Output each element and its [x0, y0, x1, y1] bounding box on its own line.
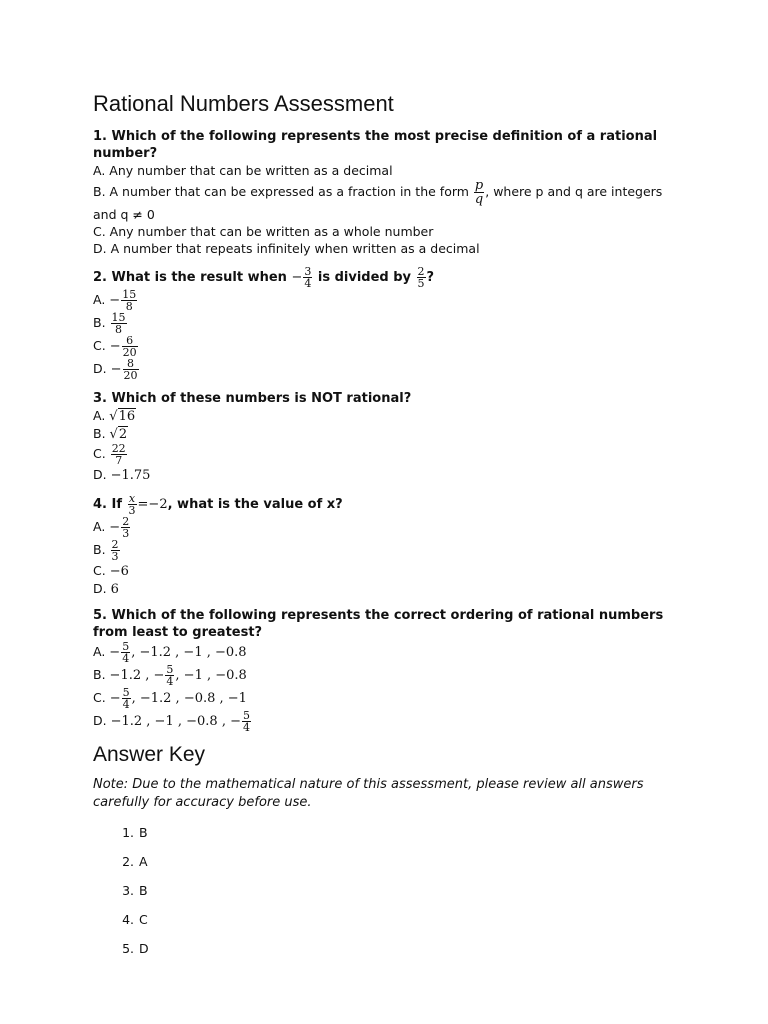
- fraction-denominator: 20: [122, 346, 137, 359]
- question-1: [93, 128, 673, 257]
- q1-fraction-p-over-q: [474, 179, 484, 206]
- fraction-denominator: 4: [242, 721, 250, 734]
- fraction-numerator: 15: [111, 311, 126, 324]
- document-page: [93, 90, 673, 969]
- fraction-denominator: 4: [122, 652, 130, 665]
- q1-option-a: A. Any number that can be written as a decimal: [93, 163, 393, 178]
- q3-d-value: −1.75: [110, 468, 151, 483]
- q5-d-fraction: [242, 710, 251, 733]
- fraction-numerator: 5: [242, 709, 250, 722]
- q2-text-mid: is divided by: [313, 270, 416, 285]
- q1-option-b: [93, 179, 673, 223]
- q5-c-rest: , −1.2 , −0.8 , −1: [131, 691, 247, 706]
- q5-c-fraction: [122, 687, 131, 710]
- option-letter: C.: [93, 338, 106, 353]
- q4-option-b: [93, 539, 673, 562]
- q5-d-pre: −1.2 , −1 , −0.8 , −: [110, 714, 241, 729]
- option-letter: D.: [93, 581, 107, 596]
- q2-option-a: [93, 289, 673, 312]
- q2-c-fraction: [122, 335, 138, 358]
- answer-list: [93, 824, 673, 957]
- question-2: [93, 266, 673, 381]
- question-3: [93, 390, 673, 484]
- q3-a-sqrt: √16: [109, 409, 136, 424]
- question-5-text: 5. Which of the following represents the correct ordering of rational numbers from least to greatest?: [93, 608, 664, 640]
- q1-option-b-post: , where p and q are integers and q ≠ 0: [93, 184, 663, 222]
- q5-b-pre: −1.2 , −: [109, 668, 165, 683]
- q5-a-rest: , −1.2 , −1 , −0.8: [131, 645, 247, 660]
- fraction-denominator: 5: [417, 277, 425, 290]
- fraction-numerator: 5: [122, 686, 130, 699]
- q4-fraction-x-over-3: [128, 493, 137, 516]
- q3-b-sqrt: √2: [109, 427, 128, 442]
- minus-sign: −: [109, 645, 121, 660]
- q2-option-d: [93, 358, 673, 381]
- fraction-denominator: 4: [166, 675, 174, 688]
- answer-item-1: 1. B: [138, 824, 673, 841]
- q2-a-fraction: [121, 289, 137, 312]
- q5-b-rest: , −1 , −0.8: [175, 668, 247, 683]
- q4-option-a: [93, 516, 673, 539]
- q4-equation-rhs: =−2: [137, 497, 168, 512]
- fraction-denominator: 3: [111, 550, 119, 563]
- option-letter: C.: [93, 690, 106, 705]
- option-letter: A.: [93, 292, 106, 307]
- q5-option-d: [93, 710, 673, 733]
- q5-b-fraction: [165, 664, 174, 687]
- option-letter: C.: [93, 446, 106, 461]
- radicand: 2: [118, 427, 128, 442]
- question-4: [93, 493, 673, 598]
- minus-sign: −: [109, 520, 121, 535]
- answer-item-5: 5. D: [138, 940, 673, 957]
- fraction-numerator: 2: [122, 515, 130, 528]
- fraction-numerator: 3: [304, 265, 312, 278]
- option-letter: A.: [93, 644, 106, 659]
- minus-sign: −: [109, 293, 121, 308]
- question-1-text: 1. Which of the following represents the most precise definition of a rational number?: [93, 129, 658, 161]
- q4-c-value: −6: [109, 564, 129, 579]
- q3-option-c: [93, 443, 673, 466]
- fraction-denominator: 4: [304, 277, 312, 290]
- minus-sign: −: [110, 362, 122, 377]
- fraction-numerator: 2: [111, 538, 119, 551]
- q1-option-d: D. A number that repeats infinitely when written as a decimal: [93, 241, 480, 256]
- q3-c-fraction: [111, 443, 127, 466]
- question-5: [93, 607, 673, 733]
- q1-option-c: C. Any number that can be written as a whole number: [93, 224, 434, 239]
- q2-d-fraction: [123, 358, 139, 381]
- minus-sign: −: [109, 691, 121, 706]
- option-letter: D.: [93, 467, 107, 482]
- q4-text-post: , what is the value of x?: [167, 497, 343, 512]
- option-letter: A.: [93, 519, 106, 534]
- q4-text-pre: 4. If: [93, 497, 127, 512]
- q4-d-value: 6: [110, 582, 119, 597]
- question-3-text: 3. Which of these numbers is NOT rational?: [93, 391, 412, 406]
- q4-option-c: [93, 562, 673, 580]
- q4-option-d: [93, 580, 673, 598]
- answer-item-4: 4. C: [138, 911, 673, 928]
- answer-item-3: 3. B: [138, 882, 673, 899]
- option-letter: B.: [93, 315, 106, 330]
- fraction-numerator: 22: [111, 442, 126, 455]
- fraction-denominator: 8: [115, 323, 123, 336]
- q2-text-post: ?: [426, 270, 435, 285]
- q1-option-b-pre: B. A number that can be expressed as a fraction in the form: [93, 184, 473, 199]
- fraction-numerator: 2: [417, 265, 425, 278]
- fraction-numerator: 5: [122, 640, 130, 653]
- fraction-denominator: 4: [122, 698, 130, 711]
- page-title: Rational Numbers Assessment: [93, 91, 394, 116]
- q2-fraction-1: [303, 266, 312, 289]
- fraction-denominator: 3: [128, 504, 136, 517]
- fraction-numerator: p: [474, 178, 484, 193]
- q3-option-d: [93, 466, 673, 484]
- question-2-text: [93, 266, 673, 289]
- answer-item-2: 2. A: [138, 853, 673, 870]
- q2-b-fraction: [111, 312, 127, 335]
- fraction-numerator: 15: [122, 288, 137, 301]
- option-letter: B.: [93, 667, 106, 682]
- q2-fraction-2: [417, 266, 426, 289]
- fraction-denominator: 7: [115, 454, 123, 467]
- fraction-denominator: 20: [123, 369, 138, 382]
- q5-a-fraction: [121, 641, 130, 664]
- fraction-numerator: x: [128, 492, 136, 505]
- minus-sign: −: [109, 339, 121, 354]
- option-letter: B.: [93, 426, 106, 441]
- q5-option-c: [93, 687, 673, 710]
- option-letter: A.: [93, 408, 106, 423]
- q2-text-pre: 2. What is the result when: [93, 270, 292, 285]
- q3-option-b: [93, 425, 673, 443]
- answer-key-note: Note: Due to the mathematical nature of this assessment, please review all answers carefully for accuracy before use.: [93, 777, 644, 810]
- option-letter: C.: [93, 563, 106, 578]
- option-letter: B.: [93, 542, 106, 557]
- q2-minus-sign: −: [291, 270, 303, 285]
- radicand: 16: [118, 409, 136, 424]
- q4-a-fraction: [121, 516, 130, 539]
- q3-option-a: [93, 407, 673, 425]
- q2-option-b: [93, 312, 673, 335]
- fraction-numerator: 6: [122, 335, 138, 347]
- question-4-text: [93, 493, 673, 516]
- q2-option-c: [93, 335, 673, 358]
- answer-key-section: [93, 742, 673, 957]
- fraction-numerator: 8: [123, 358, 139, 370]
- q5-option-b: [93, 664, 673, 687]
- fraction-numerator: 5: [166, 663, 174, 676]
- fraction-denominator: 8: [125, 300, 133, 313]
- option-letter: D.: [93, 361, 107, 376]
- q5-option-a: [93, 641, 673, 664]
- q4-b-fraction: [111, 539, 120, 562]
- fraction-denominator: 3: [122, 527, 130, 540]
- answer-key-title: Answer Key: [93, 743, 206, 766]
- fraction-denominator: q: [474, 192, 484, 207]
- option-letter: D.: [93, 713, 107, 728]
